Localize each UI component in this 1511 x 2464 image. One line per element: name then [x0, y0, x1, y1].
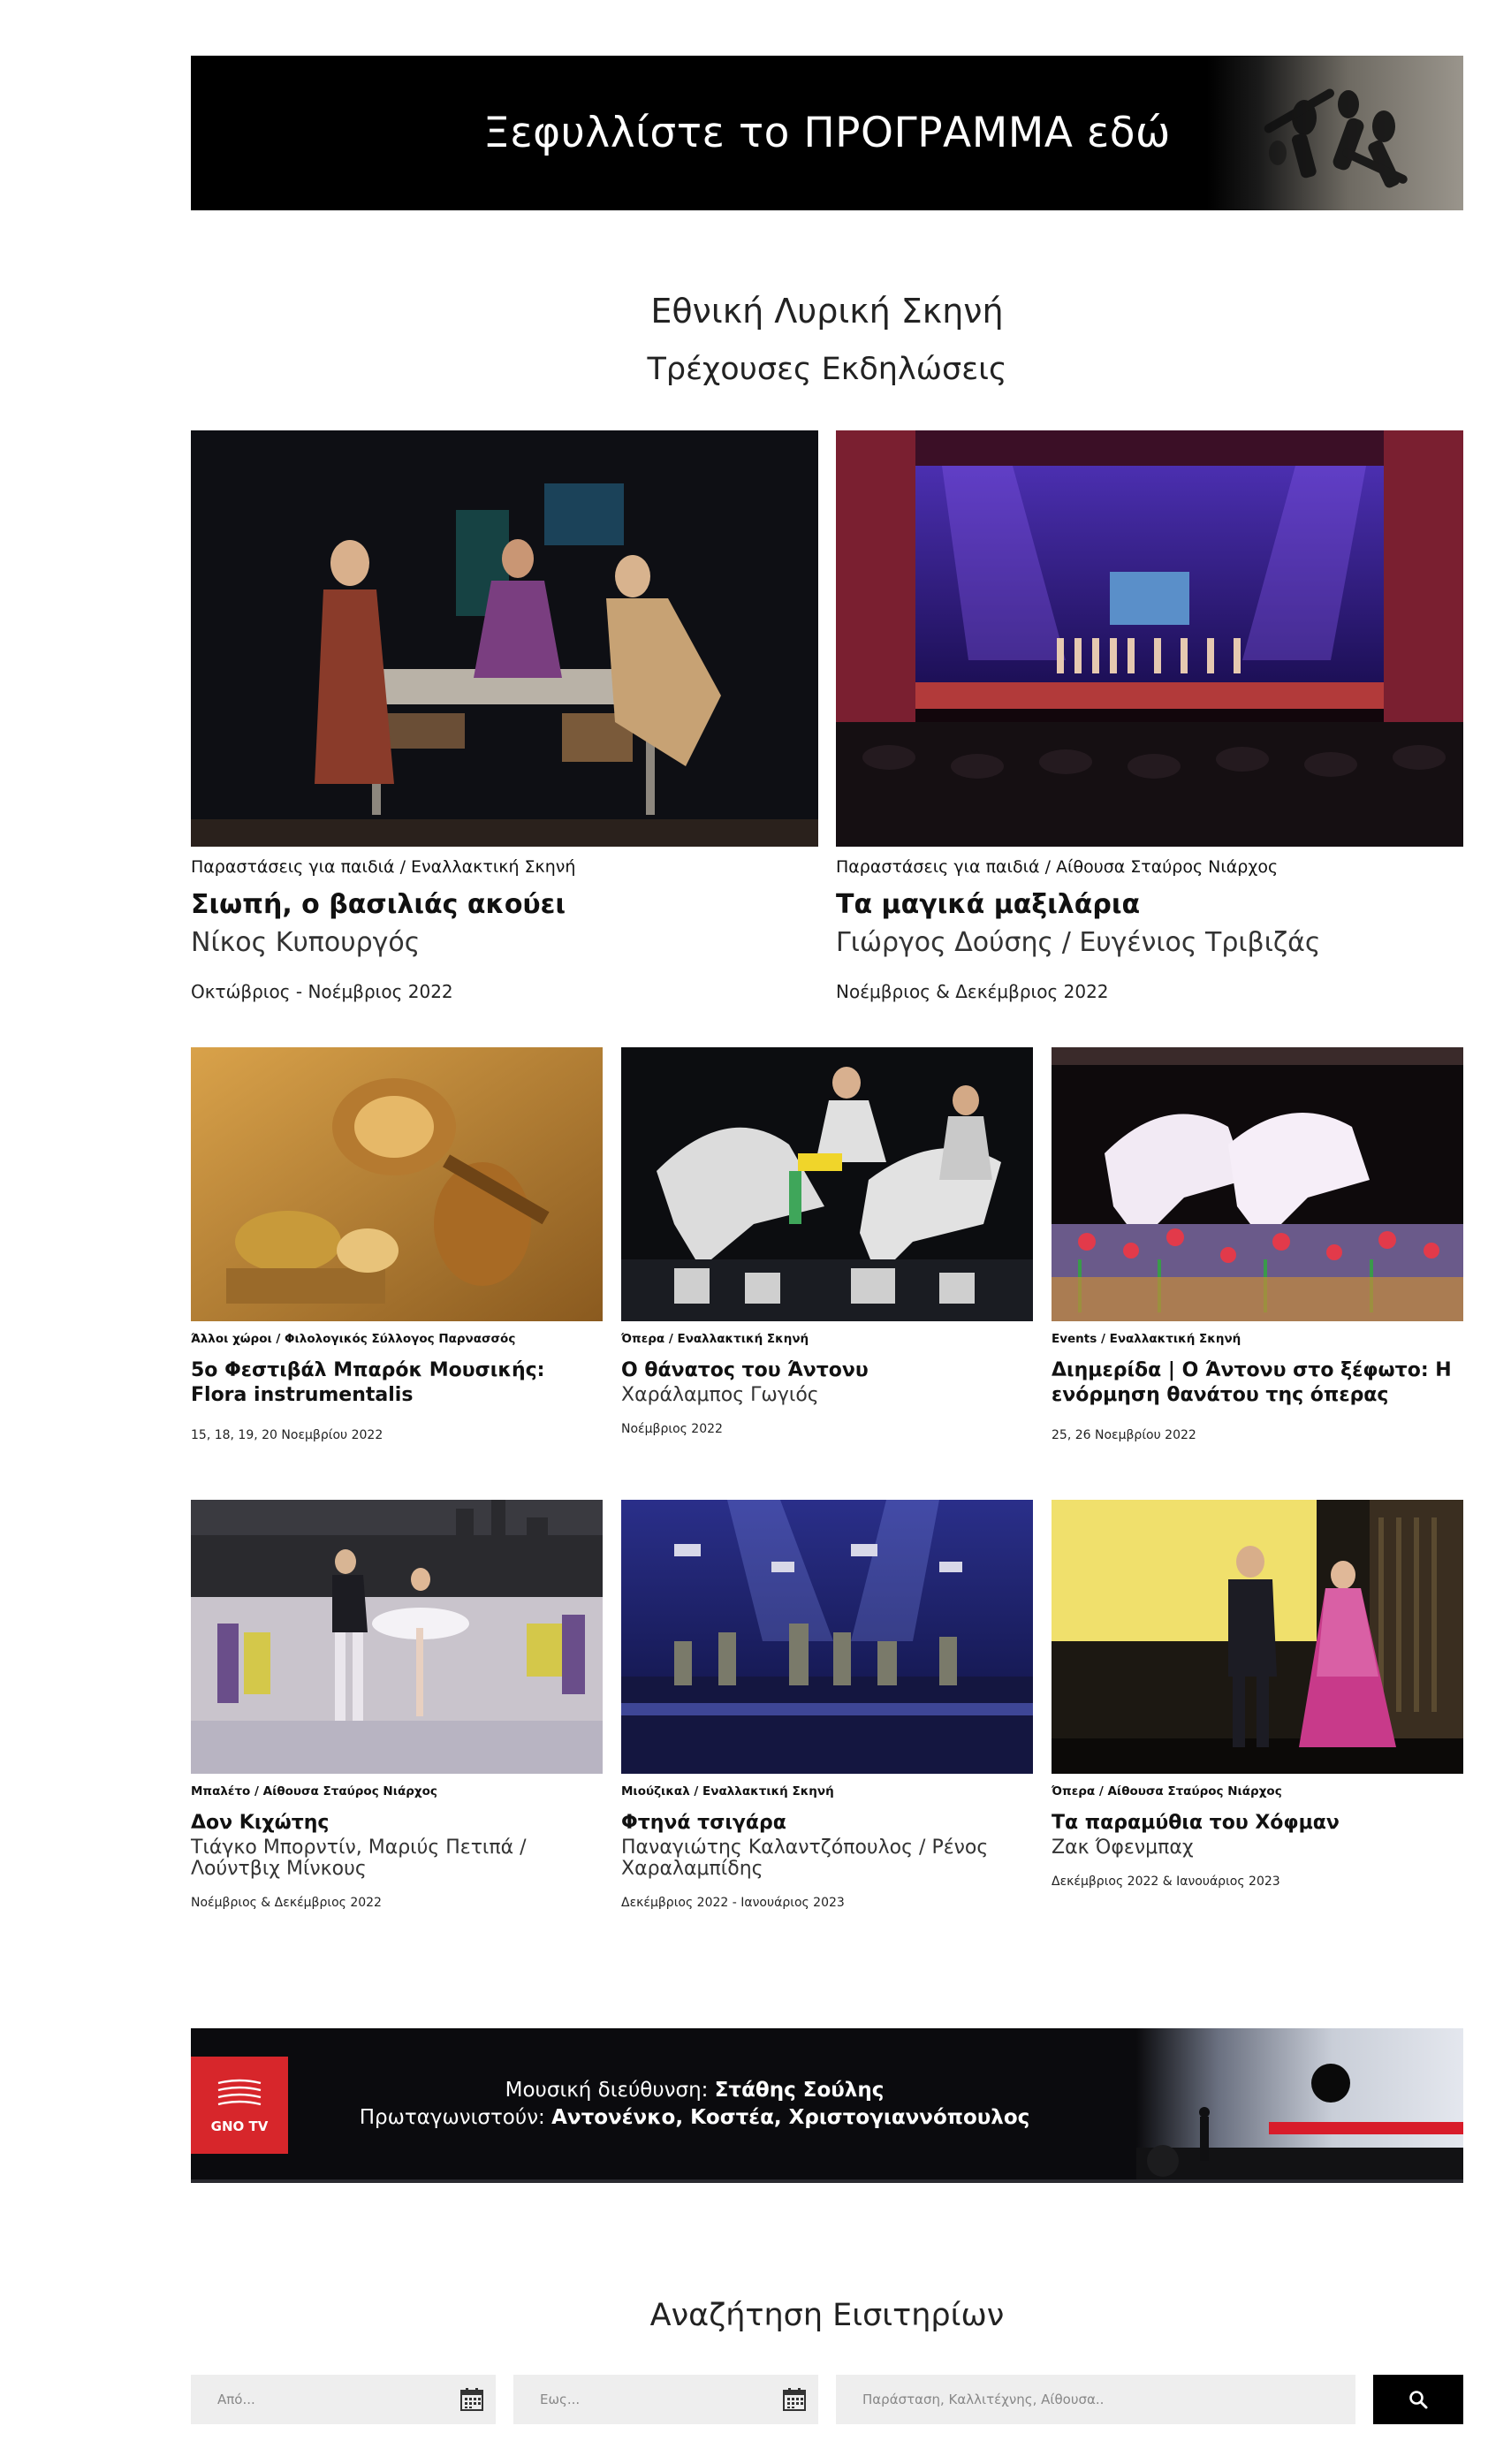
gno-tv-banner[interactable] [191, 2028, 1463, 2183]
event-title[interactable]: Σιωπή, ο βασιλιάς ακούει [191, 889, 566, 920]
event-date: Νοέμβριος 2022 [621, 1421, 723, 1436]
event-category: Άλλοι χώροι / Φιλολογικός Σύλλογος Παρνασσός [191, 1332, 516, 1346]
event-date: Δεκέμβριος 2022 & Ιανουάριος 2023 [1052, 1874, 1280, 1889]
calendar-icon[interactable] [459, 2386, 485, 2413]
event-image[interactable] [191, 430, 818, 847]
date-from-field[interactable] [191, 2375, 496, 2424]
event-card[interactable] [1052, 1047, 1463, 1442]
event-date: 25, 26 Νοεμβρίου 2022 [1052, 1428, 1196, 1442]
event-card[interactable] [621, 1500, 1033, 1910]
date-to-field[interactable] [513, 2375, 818, 2424]
event-date: Οκτώβριος - Νοέμβριος 2022 [191, 981, 453, 1002]
event-subtitle: Γιώργος Δούσης / Ευγένιος Τριβιζάς [836, 927, 1321, 958]
event-subtitle: Ζακ Όφενμπαχ [1052, 1836, 1194, 1859]
event-category: Events / Εναλλακτική Σκηνή [1052, 1332, 1241, 1346]
search-icon [1408, 2389, 1429, 2410]
search-button[interactable] [1373, 2375, 1463, 2424]
event-title[interactable]: Δον Κιχώτης [191, 1812, 330, 1834]
event-subtitle: Χαράλαμπος Γωγιός [621, 1383, 819, 1406]
event-category: Παραστάσεις για παιδιά / Εναλλακτική Σκηνή [191, 857, 576, 877]
event-card[interactable] [836, 430, 1463, 1002]
gno-banner-line1: Μουσική διεύθυνση: Στάθης Σούλης [505, 2079, 885, 2102]
event-category: Όπερα / Εναλλακτική Σκηνή [621, 1332, 809, 1346]
event-date: 15, 18, 19, 20 Νοεμβρίου 2022 [191, 1428, 383, 1442]
event-card[interactable] [1052, 1500, 1463, 1889]
event-image[interactable] [1052, 1500, 1463, 1774]
event-category: Μιούζικαλ / Εναλλακτική Σκηνή [621, 1784, 834, 1799]
event-title[interactable]: Τα μαγικά μαξιλάρια [836, 889, 1141, 920]
gno-tv-logo: GNO TV [191, 2057, 288, 2154]
calendar-icon[interactable] [781, 2386, 808, 2413]
event-image[interactable] [836, 430, 1463, 847]
program-banner-text: Ξεφυλλίστε το ΠΡΟΓΡΑΜΜΑ εδώ [483, 109, 1171, 157]
event-image[interactable] [621, 1047, 1033, 1321]
event-category: Μπαλέτο / Αίθουσα Σταύρος Νιάρχος [191, 1784, 437, 1799]
event-title[interactable]: 5ο Φεστιβάλ Μπαρόκ Μουσικής: Flora instrumentalis [191, 1359, 545, 1406]
event-title[interactable]: Τα παραμύθια του Χόφμαν [1052, 1812, 1340, 1834]
event-image[interactable] [621, 1500, 1033, 1774]
event-card[interactable] [191, 430, 818, 1002]
section-title: Εθνική Λυρική Σκηνή [650, 292, 1004, 331]
gno-banner-scene-image [1136, 2028, 1463, 2183]
gno-banner-line2: Πρωταγωνιστούν: Αντονένκο, Κοστέα, Χριστογιαννόπουλος [359, 2106, 1030, 2129]
event-category: Όπερα / Αίθουσα Σταύρος Νιάρχος [1052, 1784, 1282, 1799]
date-from-placeholder: Από... [217, 2392, 255, 2407]
event-title[interactable]: Ο θάνατος του Άντονυ [621, 1359, 869, 1381]
event-image[interactable] [191, 1047, 603, 1321]
event-card[interactable] [621, 1047, 1033, 1436]
date-to-placeholder: Εως... [540, 2392, 581, 2407]
event-category: Παραστάσεις για παιδιά / Αίθουσα Σταύρος Νιάρχος [836, 857, 1279, 877]
event-image[interactable] [191, 1500, 603, 1774]
event-date: Νοέμβριος & Δεκέμβριος 2022 [191, 1895, 382, 1910]
event-image[interactable] [1052, 1047, 1463, 1321]
event-subtitle: Παναγιώτης Καλαντζόπουλος / Ρένος Χαραλαμπίδης [621, 1836, 989, 1880]
ticket-search-title: Αναζήτηση Εισιτηρίων [649, 2298, 1005, 2333]
event-subtitle: Τιάγκο Μπορντίν, Μαριύς Πετιπά / Λούντβιχ Μίνκους [191, 1836, 527, 1880]
event-date: Δεκέμβριος 2022 - Ιανουάριος 2023 [621, 1895, 845, 1910]
event-date: Νοέμβριος & Δεκέμβριος 2022 [836, 981, 1109, 1002]
event-title[interactable]: Φτηνά τσιγάρα [621, 1812, 786, 1834]
program-banner[interactable] [191, 56, 1463, 210]
event-subtitle: Νίκος Κυπουργός [191, 927, 421, 958]
event-card[interactable] [191, 1047, 603, 1442]
search-query-input[interactable] [836, 2375, 1355, 2424]
section-subtitle: Τρέχουσες Εκδηλώσεις [647, 352, 1007, 387]
event-card[interactable] [191, 1500, 603, 1910]
event-title[interactable]: Διημερίδα | Ο Άντονυ στο ξέφωτο: Η ενόρμηση θανάτου της όπερας [1052, 1359, 1452, 1406]
search-query-placeholder: Παράσταση, Καλλιτέχνης, Αίθουσα.. [862, 2392, 1105, 2407]
gno-tv-icon [215, 2076, 264, 2111]
